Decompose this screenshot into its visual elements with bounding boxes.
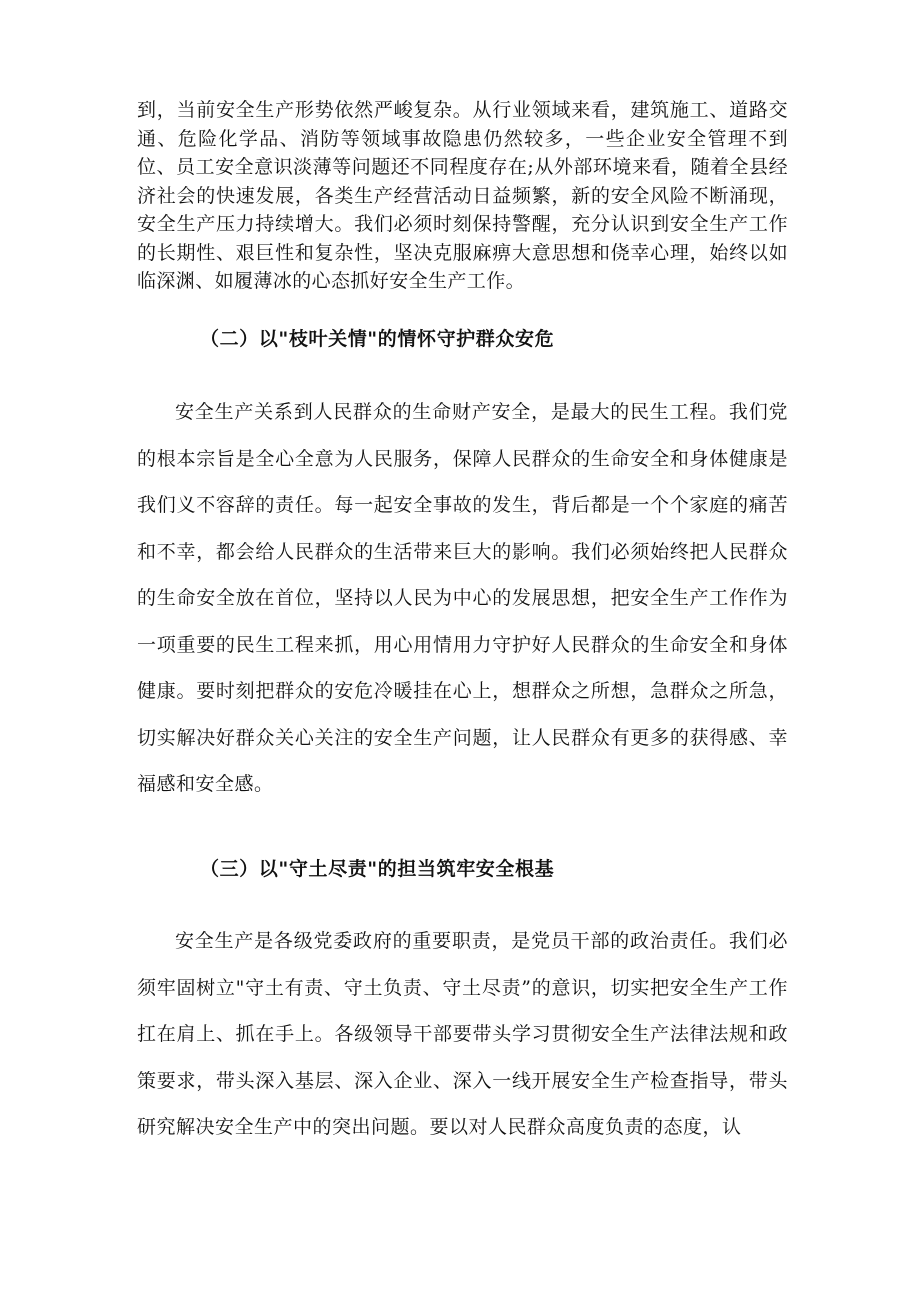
body-paragraph-1: 到，当前安全生产形势依然严峻复杂。从行业领域来看，建筑施工、道路交通、危险化学品、消防等领域事故隐患仍然较多，一些企业安全管理不到位、员工安全意识淡薄等问题还不同程度存在;从外部环境来看，随着全县经济社会的快速发展，各类生产经营活动日益频繁，新的安全风险不断涌现，安全生产压力持续增大。我们必须时刻保持警醒，充分认识到安全生产工作的长期性、艰巨性和复杂性，坚决克服麻痹大意思想和侥幸心理，始终以如临深渊、如履薄冰的心态抓好安全生产工作。 (137, 99, 788, 292)
body-paragraph-2: 安全生产关系到人民群众的生命财产安全，是最大的民生工程。我们党的根本宗旨是全心全意为人民服务，保障人民群众的生命安全和身体健康是我们义不容辞的责任。每一起安全事故的发生，背后都是一个个家庭的痛苦和不幸，都会给人民群众的生活带来巨大的影响。我们必须始终把人民群众的生命安全放在首位，坚持以人民为中心的发展思想，把安全生产工作作为一项重要的民生工程来抓，用心用情用力守护好人民群众的生命安全和身体健康。要时刻把群众的安危冷暖挂在心上，想群众之所想，急群众之所急，切实解决好群众关心关注的安全生产问题，让人民群众有更多的获得感、幸福感和安全感。 (137, 401, 788, 795)
section-heading-2: （二）以"枝叶关情"的情怀守护群众安危 (200, 328, 555, 350)
section-heading-3: （三）以"守土尽责"的担当筑牢安全根基 (200, 858, 555, 880)
body-paragraph-3: 安全生产是各级党委政府的重要职责，是党员干部的政治责任。我们必须牢固树立"守土有责、守土负责、守土尽责”的意识，切实把安全生产工作扛在肩上、抓在手上。各级领导干部要带头学习贯彻安全生产法律法规和政策要求，带头深入基层、深入企业、深入一线开展安全生产检查指导，带头研究解决安全生产中的突出问题。要以对人民群众高度负责的态度，认 (137, 930, 788, 1138)
